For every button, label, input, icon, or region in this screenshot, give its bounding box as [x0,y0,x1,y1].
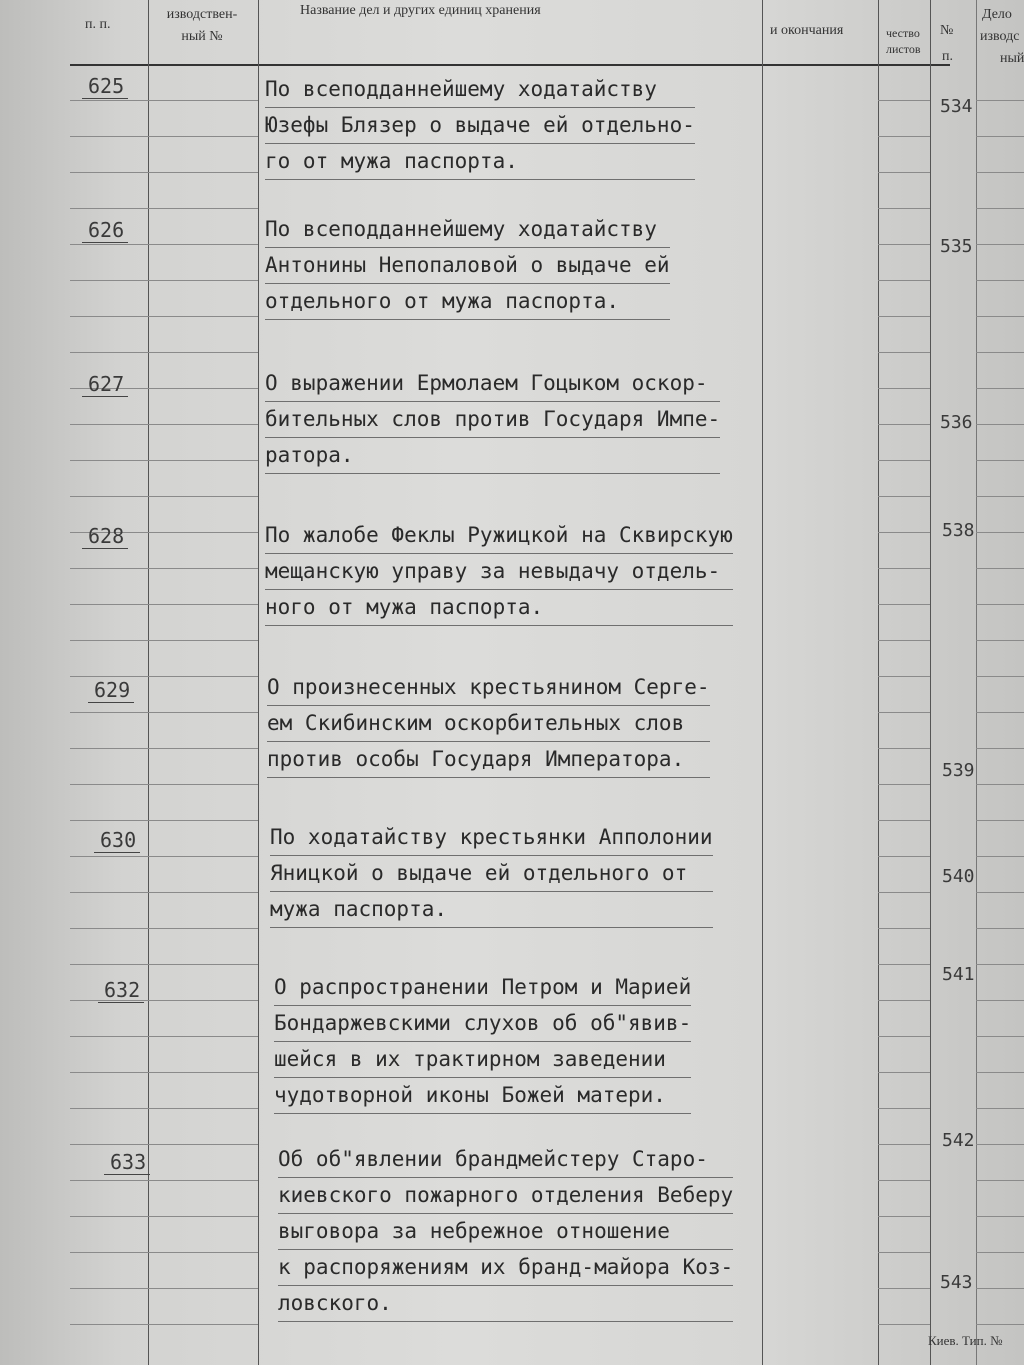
row-rule [70,316,148,317]
row-rule [148,1144,258,1145]
entry-line: против особы Государя Императора. [267,742,710,778]
entry-number: 628 [82,524,128,549]
right-number: 538 [942,520,975,541]
entry-line: к распоряжениям их бранд-майора Коз- [278,1250,733,1286]
row-rule [878,1252,930,1253]
row-rule [148,280,258,281]
row-rule [70,1324,148,1325]
row-rule [976,928,1024,929]
row-rule [976,1288,1024,1289]
row-rule [976,1216,1024,1217]
header-col-delo-b: изводс [980,29,1020,44]
row-rule [976,280,1024,281]
header-col-prod: изводствен- ный № [166,7,238,44]
entry-line: выговора за небрежное отношение [278,1214,733,1250]
row-rule [70,1288,148,1289]
row-rule [70,892,148,893]
row-rule [148,496,258,497]
row-rule [878,784,930,785]
row-rule [878,316,930,317]
row-rule [148,460,258,461]
row-rule [976,1252,1024,1253]
row-rule [148,964,258,965]
row-rule [976,1144,1024,1145]
header-col-delo-a: Дело [982,7,1012,22]
row-rule [878,1072,930,1073]
entry-line: По всеподданнейшему ходатайству [265,72,695,108]
row-rule [148,712,258,713]
row-rule [976,496,1024,497]
entry-line: ем Скибинским оскорбительных слов [267,706,710,742]
col-divider [976,0,977,1365]
entry-title [265,366,720,474]
row-rule [878,208,930,209]
row-rule [70,856,148,857]
entry-line: киевского пожарного отделения Веберу [278,1178,733,1214]
row-rule [976,532,1024,533]
row-rule [878,892,930,893]
row-rule [878,604,930,605]
row-rule [148,784,258,785]
header-col-sheets-a: чество [886,26,920,40]
header-col-title: Название дел и других единиц хранения [300,3,541,18]
entry-line: шейся в их трактирном заведении [274,1042,691,1078]
row-rule [878,424,930,425]
right-number: 540 [942,866,975,887]
row-rule [70,496,148,497]
right-number: 542 [942,1130,975,1151]
row-rule [148,820,258,821]
row-rule [976,136,1024,137]
entry-number: 630 [94,828,140,853]
row-rule [148,748,258,749]
row-rule [976,244,1024,245]
entry-number: 626 [82,218,128,243]
row-rule [878,748,930,749]
row-rule [878,280,930,281]
row-rule [878,1108,930,1109]
row-rule [878,172,930,173]
row-rule [70,280,148,281]
row-rule [976,1036,1024,1037]
row-rule [70,172,148,173]
right-number: 543 [940,1272,973,1293]
row-rule [148,316,258,317]
row-rule [976,1000,1024,1001]
row-rule [148,568,258,569]
row-rule [976,568,1024,569]
row-rule [878,1288,930,1289]
row-rule [878,964,930,965]
row-rule [878,136,930,137]
entry-line: отдельного от мужа паспорта. [265,284,670,320]
row-rule [976,604,1024,605]
entry-line: По ходатайству крестьянки Апполонии [270,820,713,856]
row-rule [148,244,258,245]
row-rule [878,712,930,713]
row-rule [70,1144,148,1145]
entry-number: 627 [82,372,128,397]
row-rule [148,136,258,137]
col-divider [930,0,931,1365]
entry-title [265,72,695,180]
row-rule [878,1324,930,1325]
row-rule [976,748,1024,749]
row-rule [878,496,930,497]
row-rule [878,1036,930,1037]
row-rule [878,100,930,101]
row-rule [976,820,1024,821]
entry-number: 632 [98,978,144,1003]
printer-footer: Киев. Тип. № [928,1333,1003,1348]
row-rule [148,1216,258,1217]
row-rule [976,316,1024,317]
col-divider [762,0,763,1365]
row-rule [148,1108,258,1109]
row-rule [878,352,930,353]
entry-number: 633 [104,1150,150,1175]
row-rule [976,388,1024,389]
row-rule [70,676,148,677]
row-rule [878,1180,930,1181]
row-rule [148,352,258,353]
row-rule [70,784,148,785]
row-rule [70,928,148,929]
row-rule [148,1180,258,1181]
row-rule [148,100,258,101]
header-col-delo-c: ный [1000,51,1024,66]
right-number: 535 [940,236,973,257]
row-rule [70,1108,148,1109]
row-rule [148,208,258,209]
header-col-dates: и окончания [770,23,844,38]
row-rule [976,964,1024,965]
row-rule [878,856,930,857]
row-rule [976,1108,1024,1109]
entry-line: Бондаржевскими слухов об об"явив- [274,1006,691,1042]
entry-line: Юзефы Блязер о выдаче ей отдельно- [265,108,695,144]
entry-title [265,212,670,320]
row-rule [148,1288,258,1289]
row-rule [70,748,148,749]
row-rule [70,1252,148,1253]
row-rule [70,820,148,821]
row-rule [878,460,930,461]
header-col-num: п. п. [85,17,111,32]
row-rule [148,676,258,677]
row-rule [976,892,1024,893]
row-rule [878,1000,930,1001]
row-rule [148,928,258,929]
entry-line: Антонины Непопаловой о выдаче ей [265,248,670,284]
entry-title [278,1142,733,1322]
row-rule [70,964,148,965]
right-number: 534 [940,96,973,117]
header-col-right-num-b: п. [942,49,953,64]
row-rule [70,1036,148,1037]
entry-line: бительных слов против Государя Импе- [265,402,720,438]
row-rule [148,604,258,605]
row-rule [148,1000,258,1001]
row-rule [976,172,1024,173]
entry-line: ловского. [278,1286,733,1322]
row-rule [148,172,258,173]
row-rule [70,244,148,245]
entry-line: Об об"явлении брандмейстеру Старо- [278,1142,733,1178]
entry-title [274,970,691,1114]
row-rule [70,424,148,425]
row-rule [878,820,930,821]
entry-line: мещанскую управу за невыдачу отдель- [265,554,733,590]
row-rule [878,1216,930,1217]
entry-line: ратора. [265,438,720,474]
entry-line: По жалобе Феклы Ружицкой на Сквирскую [265,518,733,554]
row-rule [148,892,258,893]
row-rule [976,208,1024,209]
row-rule [976,100,1024,101]
row-rule [148,1252,258,1253]
row-rule [148,424,258,425]
entry-line: чудотворной иконы Божей матери. [274,1078,691,1114]
row-rule [878,676,930,677]
row-rule [976,352,1024,353]
row-rule [70,568,148,569]
col-divider [878,0,879,1365]
row-rule [878,1144,930,1145]
row-rule [148,1036,258,1037]
row-rule [878,532,930,533]
row-rule [148,1324,258,1325]
row-rule [70,1180,148,1181]
entry-number: 625 [82,74,128,99]
right-number: 539 [942,760,975,781]
row-rule [70,1216,148,1217]
entry-line: О выражении Ермолаем Гоцыком оскор- [265,366,720,402]
row-rule [976,712,1024,713]
row-rule [878,244,930,245]
entry-line: го от мужа паспорта. [265,144,695,180]
right-number: 536 [940,412,973,433]
row-rule [148,856,258,857]
row-rule [976,1180,1024,1181]
entry-title [270,820,713,928]
header-rule [70,64,950,66]
entry-title [267,670,710,778]
row-rule [976,676,1024,677]
row-rule [148,388,258,389]
row-rule [70,136,148,137]
entry-line: По всеподданнейшему ходатайству [265,212,670,248]
row-rule [70,1072,148,1073]
col-divider [258,0,259,1365]
header-col-sheets-b: листов [886,42,921,56]
row-rule [976,460,1024,461]
entry-line: О распространении Петром и Марией [274,970,691,1006]
row-rule [70,100,148,101]
entry-line: мужа паспорта. [270,892,713,928]
row-rule [878,928,930,929]
entry-line: О произнесенных крестьянином Серге- [267,670,710,706]
row-rule [976,856,1024,857]
row-rule [976,1324,1024,1325]
row-rule [976,424,1024,425]
right-number: 541 [942,964,975,985]
row-rule [70,712,148,713]
row-rule [70,460,148,461]
header-col-right-num-a: № [940,23,954,38]
row-rule [148,532,258,533]
row-rule [70,208,148,209]
entry-title [265,518,733,626]
row-rule [148,1072,258,1073]
row-rule [976,640,1024,641]
entry-number: 629 [88,678,134,703]
entry-line: ного от мужа паспорта. [265,590,733,626]
row-rule [878,568,930,569]
row-rule [878,640,930,641]
row-rule [70,640,148,641]
row-rule [976,784,1024,785]
row-rule [70,604,148,605]
row-rule [148,640,258,641]
row-rule [878,388,930,389]
entry-line: Яницкой о выдаче ей отдельного от [270,856,713,892]
row-rule [70,352,148,353]
row-rule [976,1072,1024,1073]
